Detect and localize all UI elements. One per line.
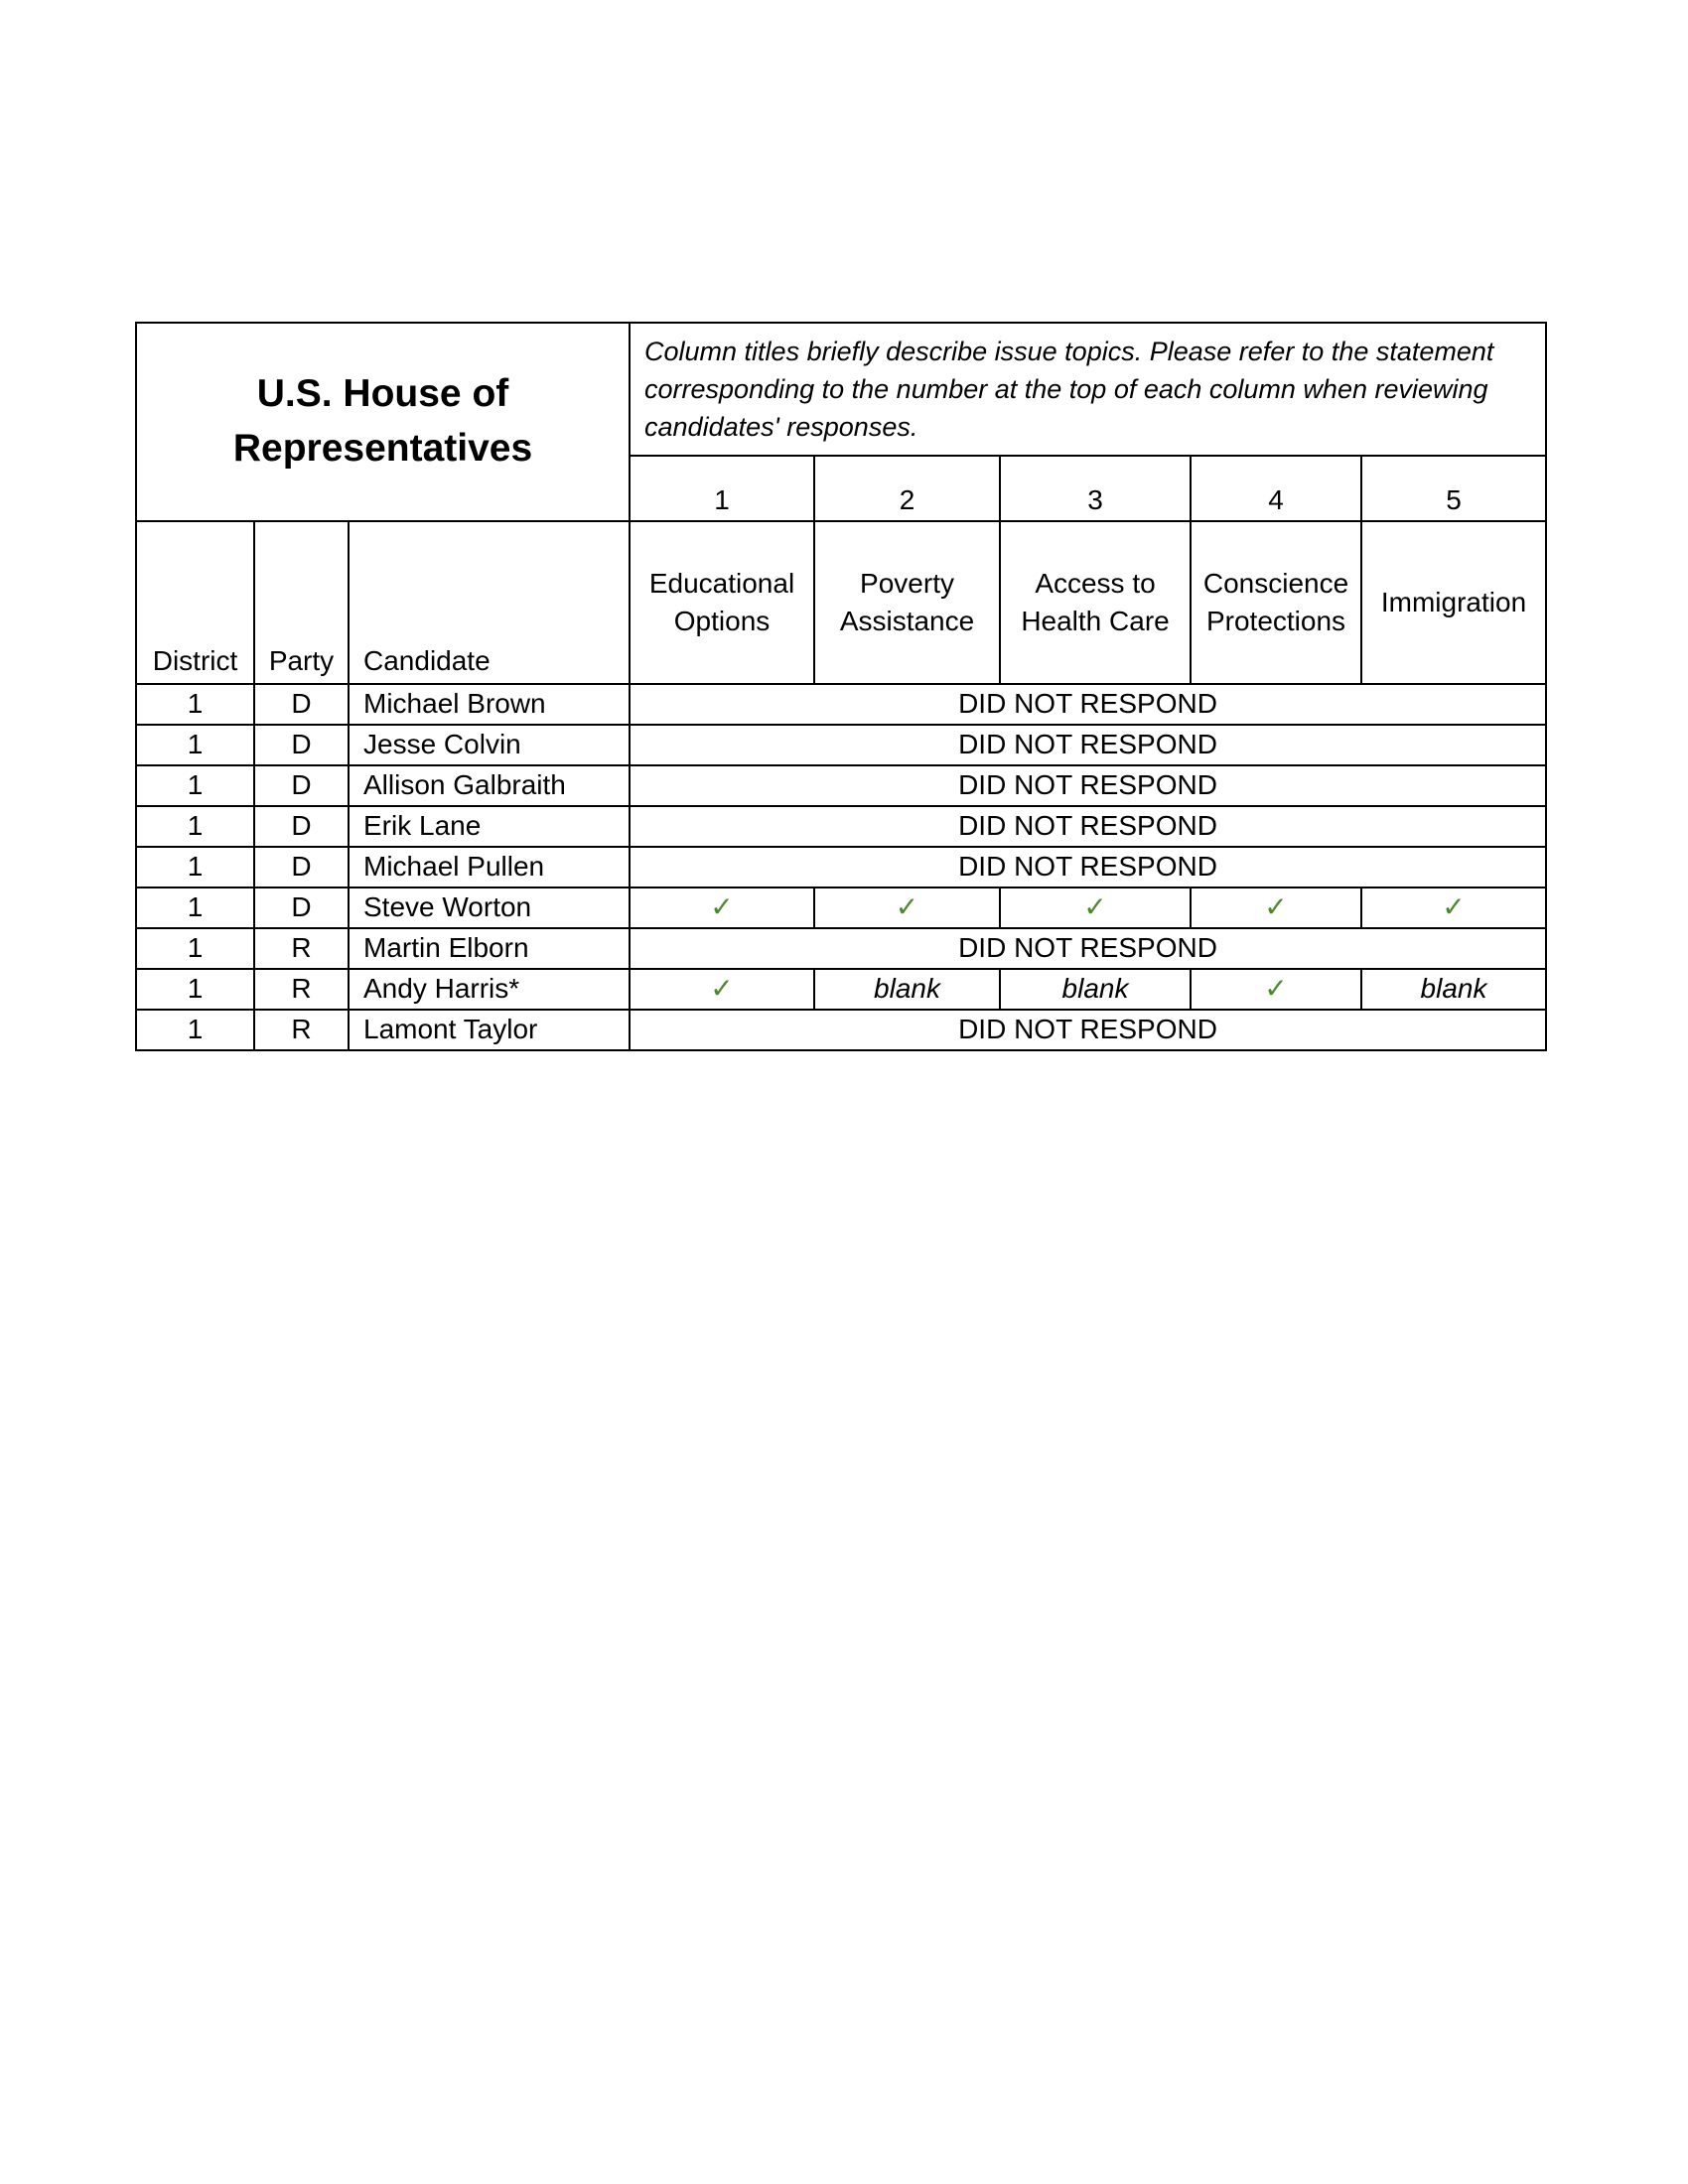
party-cell: D <box>254 765 349 806</box>
topic-number-3: 3 <box>1000 456 1191 521</box>
blank-response: blank <box>1420 973 1487 1005</box>
party-header: Party <box>254 521 349 684</box>
table-row <box>136 725 1546 765</box>
response-status: DID NOT RESPOND <box>630 806 1546 847</box>
party-cell: D <box>254 887 349 928</box>
response-cell <box>1000 969 1191 1010</box>
district-cell: 1 <box>136 725 254 765</box>
topic-number-4: 4 <box>1191 456 1361 521</box>
response-cell <box>1361 969 1546 1010</box>
response-cell <box>1361 887 1546 928</box>
blank-response: blank <box>1061 973 1129 1005</box>
response-status: DID NOT RESPOND <box>630 684 1546 725</box>
topic-header-1: Educational Options <box>630 521 814 684</box>
response-cell <box>630 969 814 1010</box>
district-cell: 1 <box>136 847 254 887</box>
checkmark-icon: ✓ <box>710 890 734 924</box>
table-row <box>136 765 1546 806</box>
candidate-name: Martin Elborn <box>349 928 630 969</box>
checkmark-icon: ✓ <box>710 972 734 1006</box>
topic-number-1: 1 <box>630 456 814 521</box>
candidate-name: Jesse Colvin <box>349 725 630 765</box>
candidate-name: Steve Worton <box>349 887 630 928</box>
checkmark-icon: ✓ <box>1083 890 1107 924</box>
response-status: DID NOT RESPOND <box>630 928 1546 969</box>
checkmark-icon: ✓ <box>1264 972 1288 1006</box>
response-cell <box>630 887 814 928</box>
response-status: DID NOT RESPOND <box>630 847 1546 887</box>
blank-response: blank <box>874 973 940 1005</box>
response-cell <box>814 887 1000 928</box>
district-header: District <box>136 521 254 684</box>
response-cell <box>814 969 1000 1010</box>
topic-header-5: Immigration <box>1361 521 1546 684</box>
party-cell: D <box>254 684 349 725</box>
candidate-name: Allison Galbraith <box>349 765 630 806</box>
candidate-name: Lamont Taylor <box>349 1010 630 1050</box>
table-row <box>136 806 1546 847</box>
party-cell: D <box>254 725 349 765</box>
table-row <box>136 887 1546 928</box>
response-cell <box>1000 887 1191 928</box>
district-cell: 1 <box>136 765 254 806</box>
topic-header-4: Conscience Protections <box>1191 521 1361 684</box>
topic-header-3: Access to Health Care <box>1000 521 1191 684</box>
topic-number-5: 5 <box>1361 456 1546 521</box>
candidate-name: Michael Brown <box>349 684 630 725</box>
district-cell: 1 <box>136 887 254 928</box>
district-cell: 1 <box>136 928 254 969</box>
party-cell: R <box>254 969 349 1010</box>
district-cell: 1 <box>136 806 254 847</box>
table-row <box>136 1010 1546 1050</box>
response-cell <box>1191 887 1361 928</box>
table-row <box>136 684 1546 725</box>
candidate-survey-table <box>135 322 1547 1051</box>
table-title: U.S. House of Representatives <box>136 323 630 521</box>
table-row <box>136 969 1546 1010</box>
response-status: DID NOT RESPOND <box>630 765 1546 806</box>
district-cell: 1 <box>136 1010 254 1050</box>
table-row <box>136 847 1546 887</box>
column-note: Column titles briefly describe issue topics. Please refer to the statement corresponding to the number at the top of each column when reviewing candidates' responses. <box>630 323 1546 456</box>
district-cell: 1 <box>136 969 254 1010</box>
party-cell: R <box>254 928 349 969</box>
checkmark-icon: ✓ <box>1442 890 1466 924</box>
candidate-header: Candidate <box>349 521 630 684</box>
response-status: DID NOT RESPOND <box>630 1010 1546 1050</box>
response-cell <box>1191 969 1361 1010</box>
candidate-name: Erik Lane <box>349 806 630 847</box>
district-cell: 1 <box>136 684 254 725</box>
party-cell: R <box>254 1010 349 1050</box>
checkmark-icon: ✓ <box>895 890 919 924</box>
candidate-name: Andy Harris* <box>349 969 630 1010</box>
topic-header-2: Poverty Assistance <box>814 521 1000 684</box>
topic-number-2: 2 <box>814 456 1000 521</box>
table-row <box>136 928 1546 969</box>
party-cell: D <box>254 806 349 847</box>
response-status: DID NOT RESPOND <box>630 725 1546 765</box>
candidate-name: Michael Pullen <box>349 847 630 887</box>
party-cell: D <box>254 847 349 887</box>
checkmark-icon: ✓ <box>1264 890 1288 924</box>
